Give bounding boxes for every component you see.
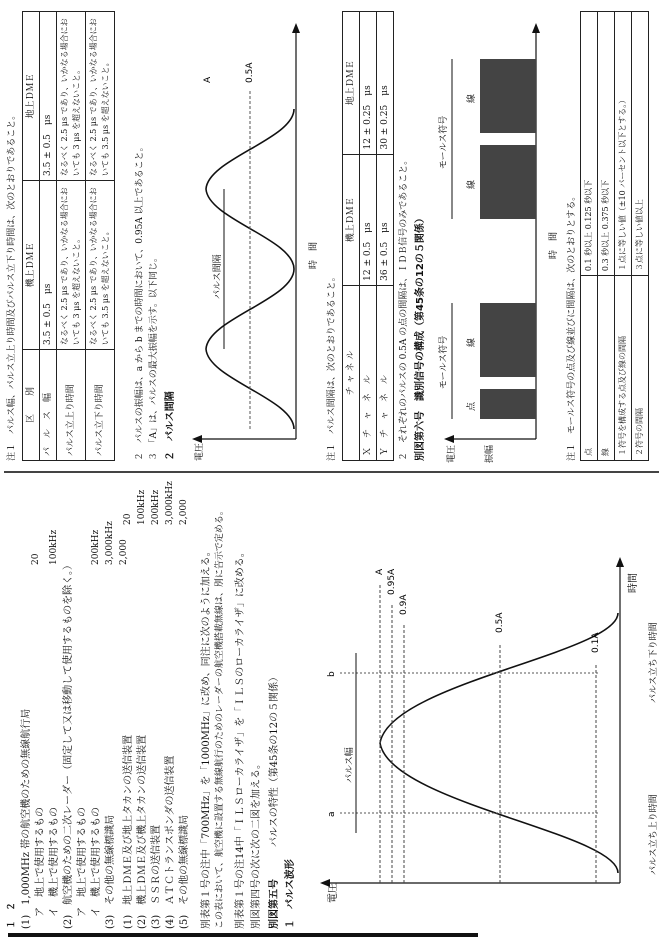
fig6-title: 別図第六号 識別信号の構成（第45条の12の５関係） [415,213,426,461]
table2-cell: Ｙ チ ャ ネ ル [377,285,394,460]
list-item-5: (2) 機上ＤＭＥ及び機上タカンの送信装置 [137,734,148,929]
table2-header-channel: チ ャ ネ ル [343,285,360,460]
table2-header-airborne: 機上ＤＭＥ [343,154,360,285]
pulse-interval-figure [178,0,324,469]
rise-time-label: パルス立ち上り時間 [649,794,659,875]
table3-cell: １符号を構成する点及び線の間隔 [615,276,632,461]
voltage-axis-arrow [192,435,202,443]
table1-cell: 3.5 ± 0.5 μs [40,12,57,181]
value-a-5: 2,000 [119,539,129,565]
table3-cell: 0.3 秒以上 0.375 秒以下 [598,12,615,276]
channel-interval-table [342,11,394,461]
table1-cell: 3.5 ± 0.5 μs [40,181,57,350]
morse-signal-figure [430,0,564,469]
table-row [581,12,598,461]
table-row [377,12,394,461]
table-row [360,12,377,461]
label-A: A [375,568,385,575]
value-a-2: 100kHz [49,529,59,565]
amplitude-axis-label: 振幅 [485,444,495,463]
value-a-4: 3,000kHz [105,521,115,565]
paragraph-3: 別表第１号の注14中「ＩＬＳローカライザ」を「ＩＬＳのローカライザ」に改める。 [235,547,246,929]
pulse-waveform-section: １ パルス波形 [285,859,296,929]
value-b-1: 20 [123,513,133,525]
morse-note: 注１ モールス符号の点及び線並びに間隔は、次のとおりとする。 [567,191,577,461]
value-b-5: 2,000 [179,499,189,525]
interval-spec-note-2: ２ それぞれのパルスの 0.5A の点の間隔は、ＩＤＢ信号のみであること。 [399,155,409,461]
table3-cell: ３点に等しい値以上 [632,12,649,276]
code-b-label: モールス符号 [439,115,449,169]
table1-cell: なるべく 2.5 μs であり、いかなる場合においても 3 μs を超えないこと。 [57,181,86,350]
amplitude-note: ２ パルスの振幅は、a から b までの時間において、0.95A 以上であること。 [135,142,145,461]
voltage-axis-label: 電圧 [328,883,339,903]
value-b-3: 200kHz [151,489,161,525]
voltage-axis-label: 電圧 [447,444,457,463]
label-0-5A: 0.5A [245,62,255,83]
morse-dash-mark-2 [480,145,536,219]
label-0-1A: 0.1A [591,632,601,653]
table1-cell: パ ル ス 幅 [40,350,57,461]
table-row [615,12,632,461]
channel-header-row [343,12,360,461]
left-page [0,475,663,943]
page-divider [4,471,659,473]
list-item-6: (3) ＳＳＲの送信装置 [151,824,162,929]
list-item-8: (5) その他の無線標識局 [179,814,190,929]
list-item-2: (2) 航空機のための二次レーダー（固定して又は移動して使用するものを除く。） [63,560,74,929]
table1-cell: なるべく 2.5 μs であり、いかなる場合においても 3.5 μs を超えないこと。 [86,181,115,350]
label-0-95A: 0.95A [387,568,397,595]
table2-cell: 12 ± 0.5 μs [360,154,377,285]
pulse-interval-section: ２ パルス間隔 [165,391,176,461]
value-a-1: 20 [31,553,41,565]
dash-label: 線 [467,337,477,347]
voltage-axis-label: 電圧 [195,442,205,461]
table-row [598,12,615,461]
label-A: A [203,76,213,83]
morse-timing-table [580,11,649,461]
pulse-waveform-figure [300,475,660,943]
time-axis-label: 時 間 [309,241,319,269]
table-row [86,12,115,461]
paragraph-1: 別表第１号の注中「700MHz」を「1000MHz」に改め、同注に次のように加える。 [201,546,212,929]
table-row [57,12,86,461]
morse-dot-mark [480,389,536,419]
time-axis-arrow [292,23,300,33]
interval-label: パルス間隔 [213,254,223,299]
paragraph-4: 別図第四号の次に次の二図を加える。 [251,759,262,929]
right-page [0,0,663,469]
table2-cell: 30 ± 0.25 μs [377,12,394,155]
fig5-subtitle: パルスの特性（第45条の12の５関係） [269,671,280,847]
pulse-width-label: パルス幅 [345,747,355,783]
paragraph-2: この表において、航空機に設置する無線航行のためのレーダーの航空機搭載無線は、別に告示で定める。 [215,506,225,929]
table1-header-airborne: 機上ＤＭＥ [23,181,40,350]
table-row [632,12,649,461]
table-row [40,12,57,461]
list-group-1-mark: １ ２ [7,901,17,929]
list-item-2b: イ 機上で使用するもの [91,807,102,917]
table1-header-ground: 地上ＤＭＥ [23,12,40,181]
pulse-curve [380,613,618,873]
table1-cell: なるべく 2.5 μs であり、いかなる場合においても 3.5 μs を超えないこと。 [86,12,115,181]
list-item-4: (1) 地上ＤＭＥ及び地上タカンの送信装置 [123,734,134,929]
label-0-9A: 0.9A [399,594,409,615]
dot-label: 点 [467,401,477,411]
time-axis-label: 時 間 [549,231,559,259]
table3-cell: 点 [581,276,598,461]
time-axis-arrow [532,23,540,33]
table3-cell: １点に等しい値（±10 パーセント以下とする。） [615,12,632,276]
fig5-title: 別図第五号 [269,879,280,929]
code-a-label: モールス符号 [439,335,449,389]
A-definition-note: ３ 「A」は、パルスの最大振幅を示す。以下同じ。 [149,252,159,461]
label-b: b [327,671,337,677]
list-item-3: (3) その他の無線標識局 [105,814,116,929]
table2-cell: 36 ± 0.5 μs [377,154,394,285]
table3-cell: ２符号の間隔 [632,276,649,461]
list-item-2a: ア 地上で使用するもの [77,807,88,917]
pulse-spec-header-row [23,12,40,461]
list-item-1b: イ 機上で使用するもの [49,807,60,917]
list-item-1a: ア 地上で使用するもの [35,807,46,917]
time-axis-label: 時間 [628,573,639,593]
list-item-7: (4) ＡＴＣトランスポンダの送信装置 [165,755,176,929]
interval-note: 注１ パルス幅、パルス立上り時間及びパルス立下り時間は、次のとおりであること。 [7,110,17,461]
dash-label-2: 線 [467,179,477,189]
table2-header-ground: 地上ＤＭＥ [343,12,360,155]
dash-label-3: 線 [467,93,477,103]
table1-cell: なるべく 2.5 μs であり、いかなる場合においても 3 μs を超えないこと。 [57,12,86,181]
morse-dash-mark [480,303,536,377]
table1-header-category: 区 別 [23,350,40,461]
label-a: a [327,811,337,817]
voltage-axis-arrow [444,435,454,443]
value-b-2: 100kHz [137,489,147,525]
morse-dash-mark-3 [480,59,536,133]
table2-cell: 12 ± 0.25 μs [360,12,377,155]
value-b-4: 3,000kHz [165,481,175,525]
interval-spec-note: 注１ パルス間隔は、次のとおりであること。 [327,272,337,461]
table3-cell: 0.1 秒以上 0.125 秒以下 [581,12,598,276]
value-a-3: 200kHz [91,529,101,565]
pulse-spec-table [22,11,115,461]
table2-cell: Ｘ チ ャ ネ ル [360,285,377,460]
table1-cell: パルス立下り時間 [86,350,115,461]
table3-cell: 線 [598,276,615,461]
time-axis-arrow [616,557,624,567]
fall-time-label: パルス立ち下り時間 [649,622,659,703]
label-0-5A: 0.5A [495,612,505,633]
list-item-1: (1) 1,000MHz 帯の航空機のための無線航行局 [21,708,32,929]
table1-cell: パルス立上り時間 [57,350,86,461]
